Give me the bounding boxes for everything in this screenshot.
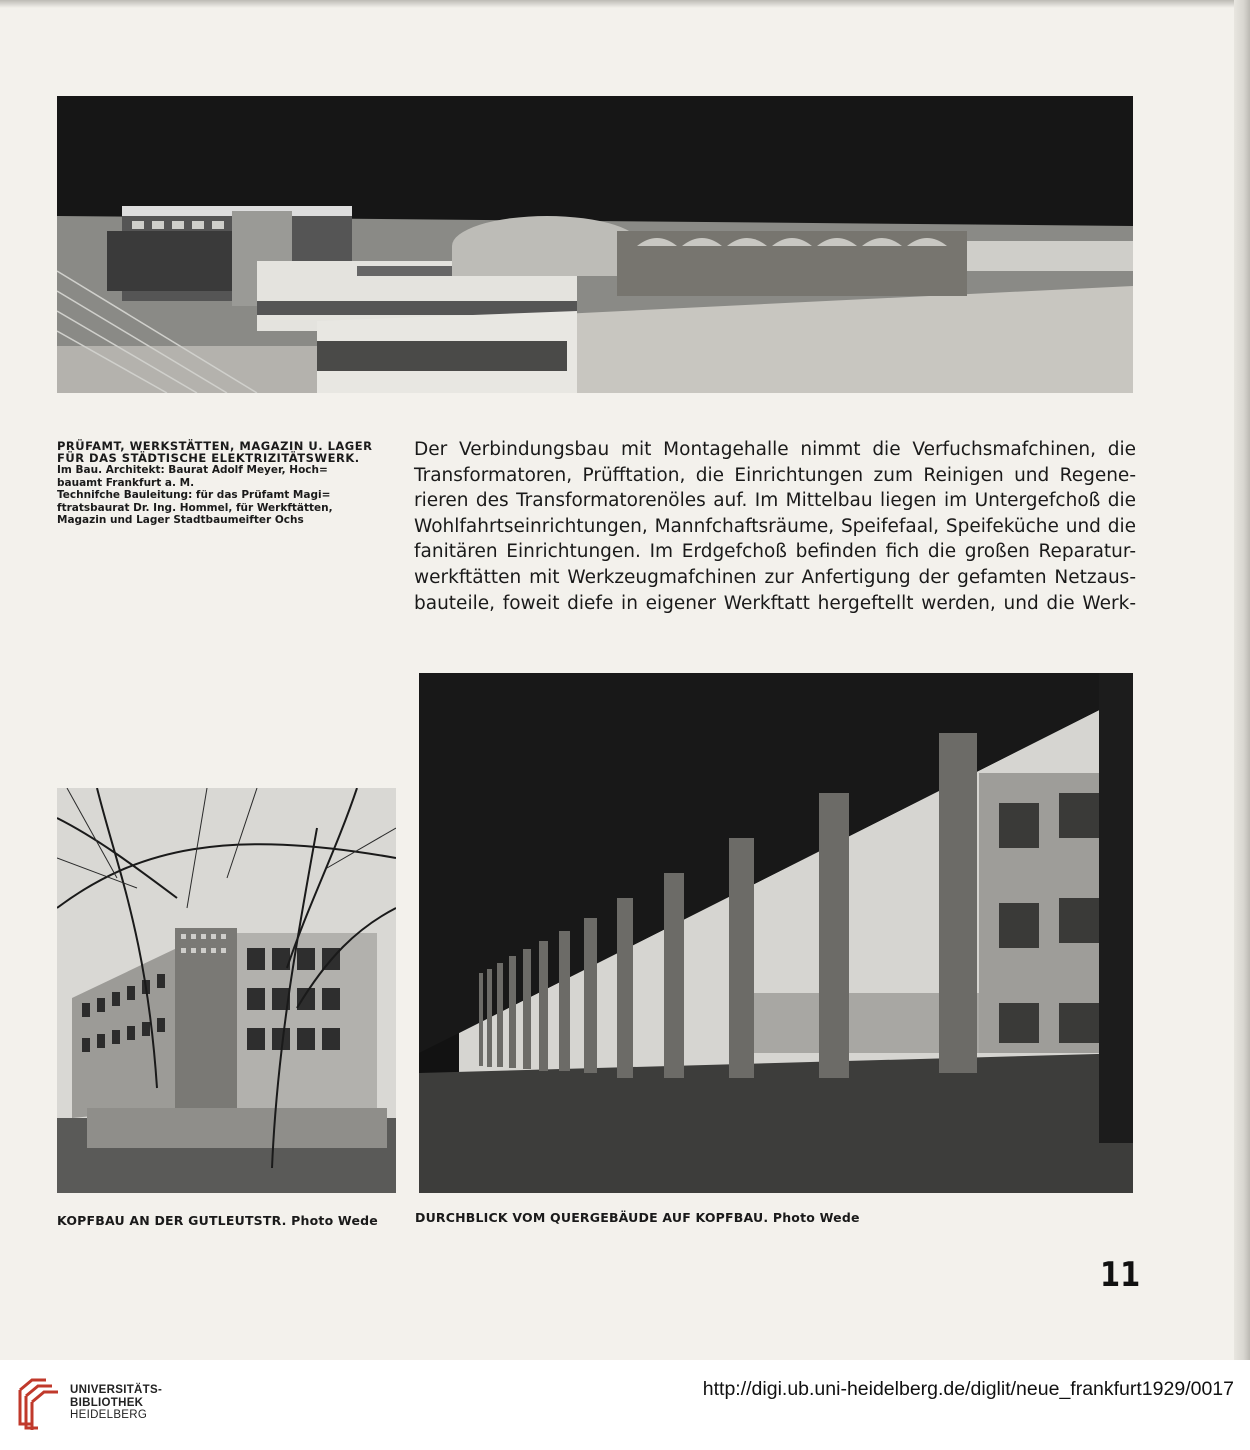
library-name xyxy=(70,1384,162,1422)
kopfbau-photo xyxy=(57,788,396,1193)
caption-line-4: bauamt Frankfurt a. M. xyxy=(57,476,195,489)
kopfbau-caption: KOPFBAU AN DER GUTLEUTSTR. Photo Wede xyxy=(57,1213,378,1228)
library-name-line-2: BIBLIOTHEK xyxy=(70,1396,144,1409)
page-top-shadow xyxy=(0,0,1250,8)
body-line: werkftätten mit Werkzeugmafchinen zur Anfertigung der gefamten Netzaus- xyxy=(414,566,1136,588)
body-line: rieren des Transformatorenöles auf. Im Mittelbau liegen im Untergefchoß die xyxy=(414,490,1136,512)
body-line: fanitären Einrichtungen. Im Erdgefchoß befinden fich die großen Reparatur- xyxy=(414,541,1136,563)
rendering-caption xyxy=(57,440,397,527)
page-edge-shadow xyxy=(1234,0,1250,1360)
body-line: bauteile, foweit diefe in eigener Werkftatt hergeftellt werden, und die Werk- xyxy=(414,592,1136,614)
caption-line-5: Technifche Bauleitung: für das Prüfamt Magi= xyxy=(57,489,331,502)
library-footer xyxy=(0,1360,1250,1450)
body-line: Der Verbindungsbau mit Montagehalle nimmt die Verfuchsmafchinen, die xyxy=(414,439,1136,460)
library-logo-icon xyxy=(12,1372,64,1432)
body-line: Transformatoren, Prüfftation, die Einrichtungen zum Reinigen und Regene- xyxy=(414,464,1136,486)
colonnade-photo xyxy=(419,673,1133,1193)
architectural-rendering-photo xyxy=(57,96,1133,393)
library-name-line-1: UNIVERSITÄTS- xyxy=(70,1384,163,1396)
library-name-line-3: HEIDELBERG xyxy=(70,1409,148,1421)
caption-title-line-2: FÜR DAS STÄDTISCHE ELEKTRIZITÄTSWERK. xyxy=(57,451,360,465)
article-body-text xyxy=(414,437,1136,616)
caption-title-line-1: PRÜFAMT, WERKSTÄTTEN, MAGAZIN U. LAGER xyxy=(57,439,373,453)
colonnade-caption: DURCHBLICK VOM QUERGEBÄUDE AUF KOPFBAU. Photo Wede xyxy=(415,1210,860,1225)
permalink-url[interactable]: http://digi.ub.uni-heidelberg.de/diglit/neue_frankfurt1929/0017 xyxy=(702,1378,1234,1400)
page-number: 11 xyxy=(1100,1255,1141,1295)
body-line: Wohlfahrtseinrichtungen, Mannfchaftsräume, Speifefaal, Speifeküche und die xyxy=(414,515,1136,537)
caption-line-3: Im Bau. Architekt: Baurat Adolf Meyer, Hoch= xyxy=(57,464,328,476)
caption-line-7: Magazin und Lager Stadtbaumeifter Ochs xyxy=(57,514,304,527)
caption-line-6: ftratsbaurat Dr. Ing. Hommel, für Werkftätten, xyxy=(57,501,333,514)
